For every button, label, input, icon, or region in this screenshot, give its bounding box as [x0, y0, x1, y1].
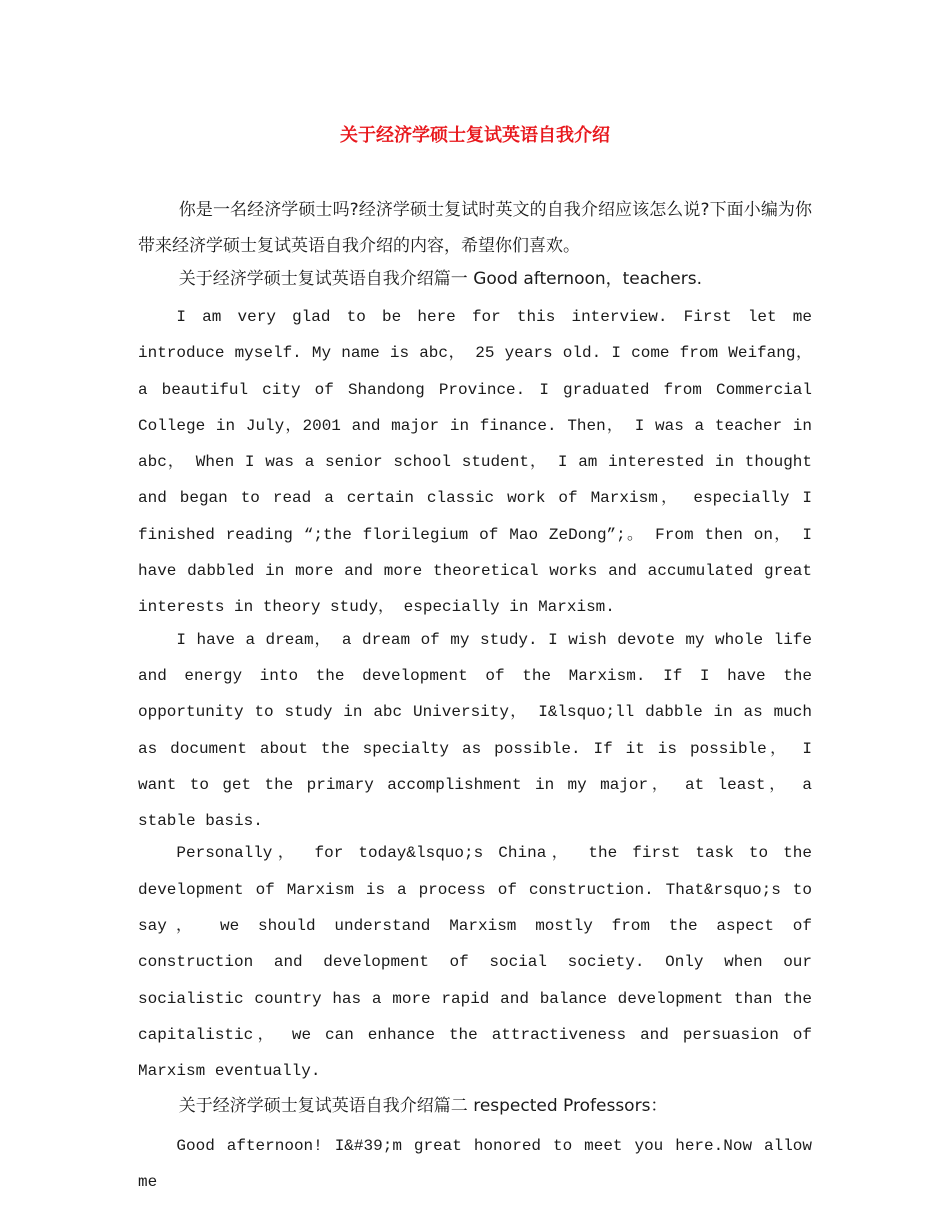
- section-one-heading: 关于经济学硕士复试英语自我介绍篇一 Good afternoon，teachers.: [178, 269, 703, 289]
- personal-view-paragraph: Personally， for today&lsquo;s China， the first task to the development of Marxism is a process of construction. That&rsquo;s to say， we should understand Marxism mostly from the aspect of construction and development of social society. Only when our socialistic country has a more rapid and balance development than the capitalistic， we can enhance the attractiveness and persuasion of Marxism eventually.: [138, 844, 813, 1081]
- dream-paragraph: I have a dream， a dream of my study. I wish devote my whole life and energy into the development of the Marxism. If I have the opportunity to study in abc University， I&lsquo;ll dabble in as much as document about the specialty as possible. If it is possible， I want to get the primary accomplishment in my major， at least， a stable basis.: [138, 630, 812, 831]
- section-two-heading: 关于经济学硕士复试英语自我介绍篇二 respected Professors：: [178, 1095, 668, 1116]
- self-introduction-paragraph: I am very glad to be here for this interview. First let me introduce myself. My name is abc， 25 years old. I come from Weifang， a beautiful city of Shandong Province. I graduated from Commercial College in July，2001 and major in finance. Then， I was a teacher in abc， When I was a senior school student， I am interested in thought and began to read a certain classic work of Marxism， especially I finished reading “;the florilegium of Mao ZeDong”;。 From then on， I have dabbled in more and more theoretical works and accumulated great interests in theory study， especially in Marxism.: [138, 308, 813, 617]
- document-title: 关于经济学硕士复试英语自我介绍: [340, 125, 610, 146]
- greeting-paragraph: Good afternoon! I&#39;m great honored to meet you here.Now allow me: [138, 1136, 812, 1191]
- intro-paragraph: 你是一名经济学硕士吗?经济学硕士复试时英文的自我介绍应该怎么说?下面小编为你带来经济学硕士复试英语自我介绍的内容，希望你们喜欢。: [138, 200, 812, 256]
- document-body: [138, 192, 812, 1200]
